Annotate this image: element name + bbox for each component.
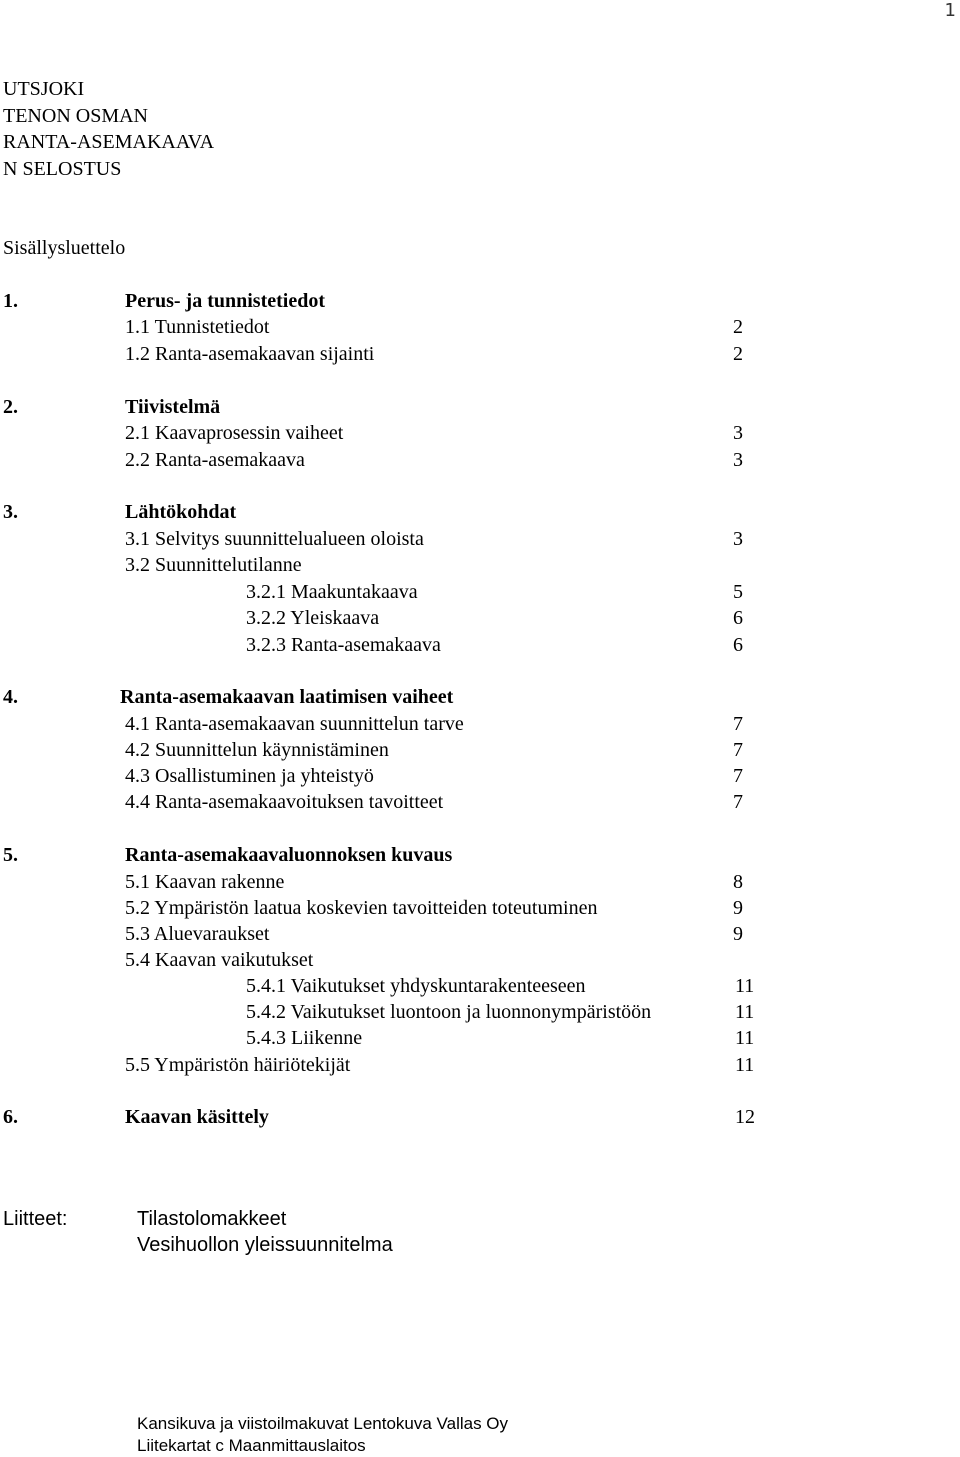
toc-entry-title: 5.4.3 Liikenne (246, 1027, 363, 1049)
toc-section-number: 5. (3, 844, 18, 866)
toc-entry-title: 3.1 Selvitys suunnittelualueen oloista (125, 528, 424, 550)
title-line: RANTA-ASEMAKAAVA (3, 131, 215, 153)
toc-page-number: 3 (733, 449, 743, 471)
toc-page-number: 2 (733, 316, 743, 338)
toc-section-title: Lähtökohdat (125, 501, 237, 523)
toc-entry-title: 3.2.1 Maakuntakaava (246, 581, 418, 603)
toc-page-number: 11 (735, 1027, 755, 1049)
toc-page-number: 7 (733, 713, 743, 735)
toc-entry-title: 2.2 Ranta-asemakaava (125, 449, 305, 471)
toc-section-number: 6. (3, 1106, 18, 1128)
attachment-item: Vesihuollon yleissuunnitelma (137, 1234, 393, 1256)
toc-page-number: 7 (733, 739, 743, 761)
toc-entry-title: 3.2 Suunnittelutilanne (125, 554, 302, 576)
toc-entry-title: 3.2.2 Yleiskaava (246, 607, 380, 629)
toc-entry-title: 4.2 Suunnittelun käynnistäminen (125, 739, 389, 761)
toc-section-title: Ranta-asemakaavaluonnoksen kuvaus (125, 844, 453, 866)
footer-line: Kansikuva ja viistoilmakuvat Lentokuva Vallas Oy (137, 1414, 509, 1433)
attachments-label: Liitteet: (3, 1208, 68, 1230)
toc-page-number: 3 (733, 422, 743, 444)
title-line: UTSJOKI (3, 78, 85, 100)
toc-page-number: 3 (733, 528, 743, 550)
toc-page-number: 11 (735, 1054, 755, 1076)
toc-page-number: 6 (733, 607, 743, 629)
page-number: 1 (944, 0, 956, 21)
toc-page-number: 12 (735, 1106, 755, 1128)
toc-entry-title: 4.1 Ranta-asemakaavan suunnittelun tarve (125, 713, 464, 735)
toc-entry-title: 5.4.2 Vaikutukset luontoon ja luonnonympäristöön (246, 1001, 652, 1023)
attachment-item: Tilastolomakkeet (137, 1208, 287, 1230)
toc-entry-title: 4.4 Ranta-asemakaavoituksen tavoitteet (125, 791, 444, 813)
toc-section-number: 4. (3, 686, 18, 708)
toc-page-number: 6 (733, 634, 743, 656)
toc-page-number: 7 (733, 765, 743, 787)
toc-page-number: 11 (735, 1001, 755, 1023)
footer-line: Liitekartat c Maanmittauslaitos (137, 1436, 366, 1455)
toc-section-title: Tiivistelmä (125, 396, 221, 418)
toc-entry-title: 1.1 Tunnistetiedot (125, 316, 270, 338)
toc-entry-title: 3.2.3 Ranta-asemakaava (246, 634, 441, 656)
title-line: TENON OSMAN (3, 105, 148, 127)
toc-section-title: Kaavan käsittely (125, 1106, 269, 1128)
toc-entry-title: 5.1 Kaavan rakenne (125, 871, 285, 893)
toc-entry-title: 5.3 Aluevaraukset (125, 923, 270, 945)
toc-page-number: 11 (735, 975, 755, 997)
toc-entry-title: 5.4.1 Vaikutukset yhdyskuntarakenteeseen (246, 975, 586, 997)
toc-entry-title: 1.2 Ranta-asemakaavan sijainti (125, 343, 375, 365)
toc-entry-title: 5.4 Kaavan vaikutukset (125, 949, 314, 971)
toc-entry-title: 5.2 Ympäristön laatua koskevien tavoitteiden toteutuminen (125, 897, 598, 919)
toc-entry-title: 4.3 Osallistuminen ja yhteistyö (125, 765, 374, 787)
toc-section-number: 2. (3, 396, 18, 418)
toc-heading: Sisällysluettelo (3, 237, 126, 259)
toc-section-title: Ranta-asemakaavan laatimisen vaiheet (120, 686, 454, 708)
toc-page-number: 7 (733, 791, 743, 813)
toc-entry-title: 2.1 Kaavaprosessin vaiheet (125, 422, 344, 444)
toc-page-number: 5 (733, 581, 743, 603)
toc-page-number: 9 (733, 923, 743, 945)
toc-section-title: Perus- ja tunnistetiedot (125, 290, 325, 312)
toc-entry-title: 5.5 Ympäristön häiriötekijät (125, 1054, 351, 1076)
toc-page-number: 9 (733, 897, 743, 919)
title-line: N SELOSTUS (3, 158, 122, 180)
toc-page-number: 2 (733, 343, 743, 365)
toc-page-number: 8 (733, 871, 743, 893)
toc-section-number: 1. (3, 290, 18, 312)
toc-section-number: 3. (3, 501, 18, 523)
